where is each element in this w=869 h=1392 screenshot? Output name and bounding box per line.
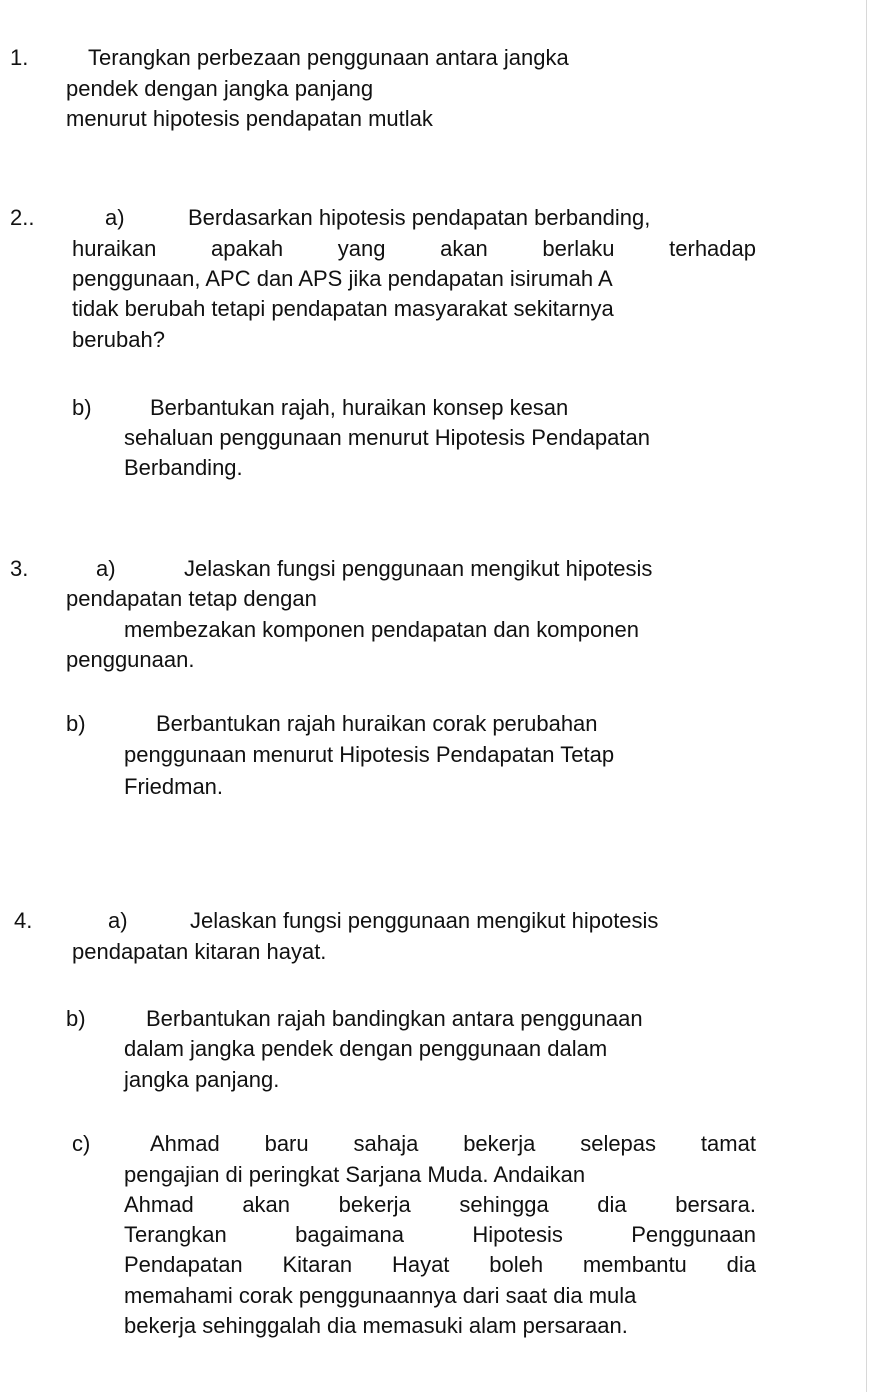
- question-text-line: huraikan apakah yang akan berlaku terhadap: [72, 236, 756, 261]
- part-label: a): [108, 908, 128, 933]
- question-text-line: Berbanding.: [124, 455, 243, 480]
- question-text-line: Berbantukan rajah bandingkan antara penggunaan: [146, 1006, 643, 1031]
- question-text-line: tidak berubah tetapi pendapatan masyarakat sekitarnya: [72, 296, 614, 321]
- part-label: b): [66, 711, 86, 736]
- question-text-line: penggunaan menurut Hipotesis Pendapatan Tetap: [124, 742, 615, 767]
- question-text-line: pengajian di peringkat Sarjana Muda. Andaikan: [124, 1162, 586, 1187]
- question-text-line: Ahmad akan bekerja sehingga dia bersara.: [124, 1192, 756, 1217]
- part-label: b): [66, 1006, 86, 1031]
- question-text-line: jangka panjang.: [124, 1067, 280, 1092]
- page-edge-line: [866, 0, 867, 1392]
- question-number: 3.: [10, 556, 29, 581]
- part-label: a): [105, 205, 125, 230]
- question-text-line: pendek dengan jangka panjang: [66, 76, 374, 101]
- question-text-line: Terangkan perbezaan penggunaan antara jangka: [88, 45, 569, 70]
- part-label: c): [72, 1131, 91, 1156]
- question-text-line: pendapatan kitaran hayat.: [72, 939, 327, 964]
- question-text-line: Berbantukan rajah huraikan corak perubahan: [156, 711, 598, 736]
- question-number: 4.: [14, 908, 33, 933]
- question-text-line: Pendapatan Kitaran Hayat boleh membantu dia: [124, 1252, 756, 1277]
- question-text-line: bekerja sehinggalah dia memasuki alam persaraan.: [124, 1313, 628, 1338]
- question-number: 1.: [10, 45, 29, 70]
- question-text-line: pendapatan tetap dengan: [66, 586, 317, 611]
- question-text-line: Jelaskan fungsi penggunaan mengikut hipotesis: [184, 556, 653, 581]
- question-text-line: dalam jangka pendek dengan penggunaan dalam: [124, 1036, 608, 1061]
- question-text-line: menurut hipotesis pendapatan mutlak: [66, 106, 433, 131]
- question-text-line: sehaluan penggunaan menurut Hipotesis Pendapatan: [124, 425, 650, 450]
- question-text-line: penggunaan.: [66, 647, 195, 672]
- question-text-line: Friedman.: [124, 774, 224, 799]
- part-label: a): [96, 556, 116, 581]
- question-text-line: Ahmad baru sahaja bekerja selepas tamat: [150, 1131, 756, 1156]
- question-text-line: membezakan komponen pendapatan dan komponen: [124, 617, 639, 642]
- question-text-line: Jelaskan fungsi penggunaan mengikut hipotesis: [190, 908, 659, 933]
- question-text-line: Berbantukan rajah, huraikan konsep kesan: [150, 395, 569, 420]
- question-text-line: Berdasarkan hipotesis pendapatan berbanding,: [188, 205, 651, 230]
- question-text-line: berubah?: [72, 327, 165, 352]
- question-text-line: Terangkan bagaimana Hipotesis Penggunaan: [124, 1222, 756, 1247]
- question-number: 2..: [10, 205, 35, 230]
- part-label: b): [72, 395, 92, 420]
- question-text-line: memahami corak penggunaannya dari saat dia mula: [124, 1283, 637, 1308]
- question-text-line: penggunaan, APC dan APS jika pendapatan isirumah A: [72, 266, 613, 291]
